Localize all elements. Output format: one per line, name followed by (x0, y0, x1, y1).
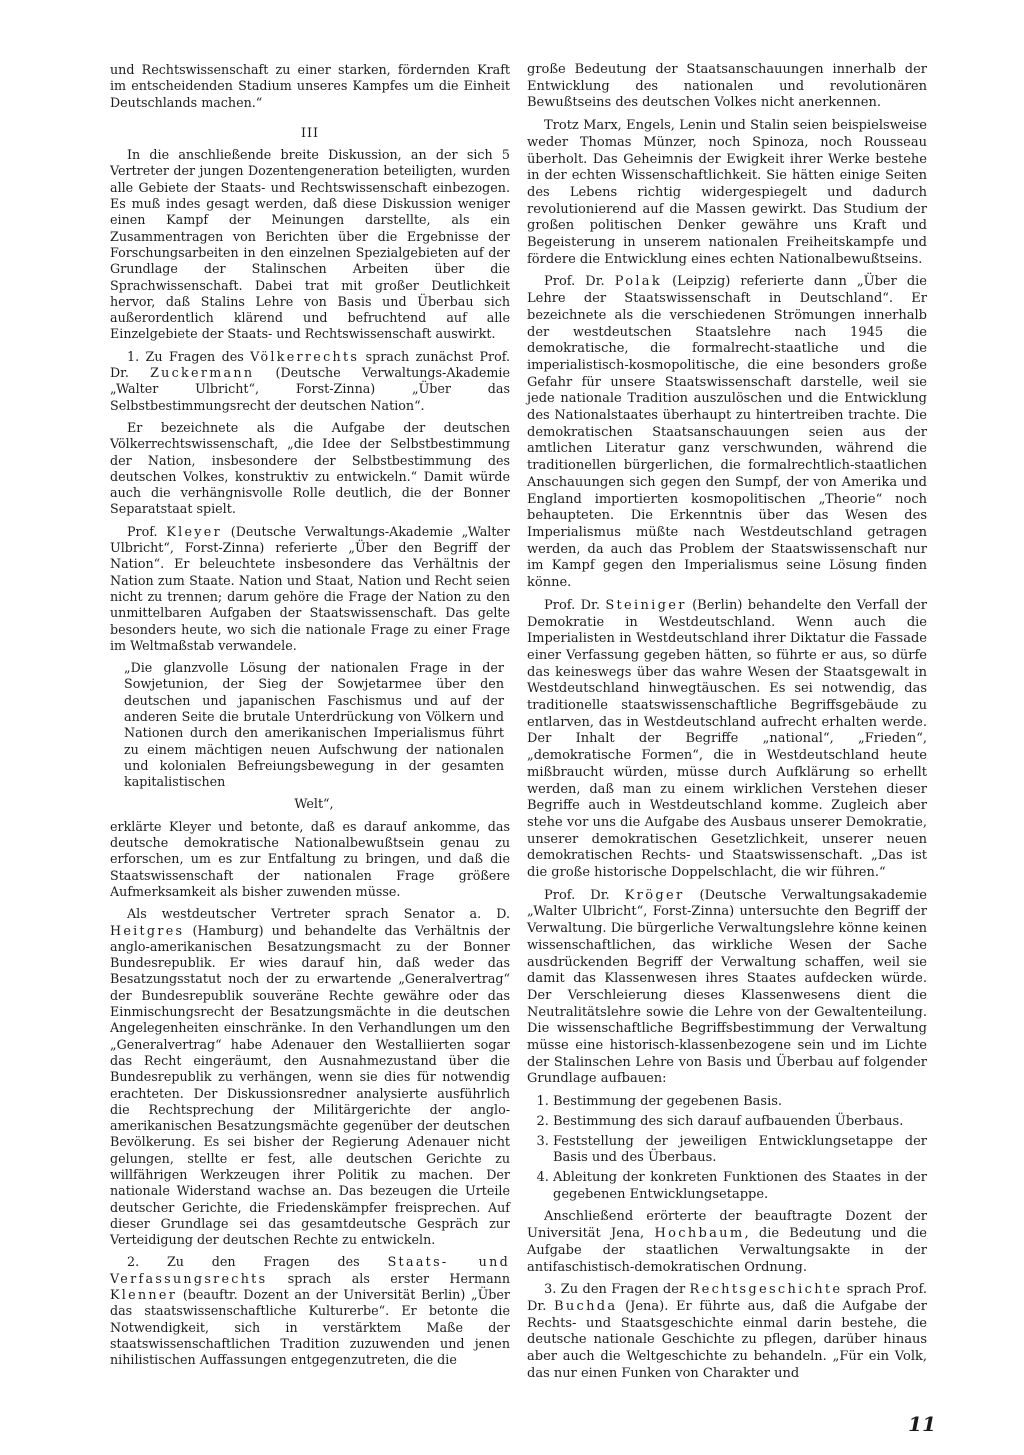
block-quote: „Die glanzvolle Lösung der nationalen Frage in der Sowjetunion, der Sieg der Sowjetarmee über den deutschen und japanischen Faschismus und auf der anderen Seite die brutale Unterdrückung von Völkern und Nationen durch den amerikanischen Imperialismus führt zu einem mächtigen neuen Aufschwung der nationalen und kolonialen Befreiungsbewegung in der gesamten kapitalistischen (124, 660, 504, 790)
paragraph: Trotz Marx, Engels, Lenin und Stalin seien beispielsweise weder Thomas Münzer, noch Spinoza, noch Rousseau überholt. Das Geheimnis der Ewigkeit ihrer Werke bestehe in der echten Wissenschaftlichkeit. Sie hätten einige Seiten des Lebens richtig widergespiegelt und dadurch revolutionierend auf die Massen gewirkt. Das Studium der großen politischen Denker gewähre uns Kraft und Begeisterung in unserem nationalen Freiheitskampfe und fördere die Entwicklung eines echten Nationalbewußtseins. (527, 118, 927, 267)
paragraph: 3. Zu den Fragen der Rechtsgeschichte sprach Prof. Dr. Buchda (Jena). Er führte aus, daß die Aufgabe der Rechts- und Staatsgeschichte einmal darin bestehe, die deutsche nationale Geschichte zu pflegen, darüber hinaus aber auch die Weltgeschichte zu behandeln. „Für ein Volk, das nur einen Funken von Charakter und (527, 1282, 927, 1381)
paragraph: Prof. Kleyer (Deutsche Verwaltungs-Akademie „Walter Ulbricht“, Forst-Zinna) referierte „Über den Begriff der Nation“. Er beleuchtete insbesondere das Verhältnis der Nation zum Staate. Nation und Staat, Nation und Recht seien nicht zu trennen; darum gehöre die Frage der Nation zu den unmittelbaren Aufgaben der Staatswissenschaft. Das gelte besonders heute, wo sich die nationale Frage zu einer Frage im Weltmaßstab verwandele. (110, 523, 510, 653)
list-item: 2. Bestimmung des sich darauf aufbauenden Überbaus. (553, 1114, 927, 1131)
paragraph: 1. Zu Fragen des Völkerrechts sprach zunächst Prof. Dr. Zuckermann (Deutsche Verwaltungs-Akademie „Walter Ulbricht“, Forst-Zinna) „Über das Selbstbestimmungsrecht der deutschen Nation“. (110, 348, 510, 413)
spaced-term: Staats- und Verfassungsrechts (110, 1254, 510, 1286)
speaker-name: Steiniger (605, 597, 687, 613)
paragraph: große Bedeutung der Staatsanschauungen innerhalb der Entwicklung des nationalen und revolutionären Bewußtseins des deutschen Volkes nicht anerkennen. (527, 62, 927, 111)
paragraph: und Rechtswissenschaft zu einer starken, fördernden Kraft im entscheidenden Stadium unseres Kampfes um die Einheit Deutschlands machen.“ (110, 62, 510, 110)
list-item: 4. Ableitung der konkreten Funktionen des Staates in der gegebenen Entwicklungsetappe. (553, 1170, 927, 1203)
page-number: 11 (908, 1412, 936, 1436)
right-column (527, 62, 927, 1388)
speaker-name: Kröger (624, 887, 685, 903)
list-item: 1. Bestimmung der gegebenen Basis. (553, 1094, 927, 1111)
paragraph: Als westdeutscher Vertreter sprach Senator a. D. Heitgres (Hamburg) und behandelte das Verhältnis der anglo-amerikanischen Besatzungsmacht zu der Bonner Bundesrepublik. Er wies darauf hin, daß weder das Besatzungsstatut noch der zu erwartende „Generalvertrag“ der Bundesrepublik souveräne Rechte gewähre oder das Einmischungsrecht der Besatzungsmächte in die deutschen Angelegenheiten einschränke. In den Verhandlungen um den „Generalvertrag“ habe Adenauer den Westalliierten sogar das Recht eingeräumt, den Ausnahmezustand über die Bundesrepublik zu verhängen, wenn sie dies für notwendig erachteten. Der Diskussionsredner analysierte ausführlich die Rechtsprechung der Militärgerichte der anglo-amerikanischen Besatzungsmächte gegenüber der deutschen Bevölkerung. Es sei bisher der Regierung Adenauer nicht gelungen, stellte er fest, alle deutschen Gerichte zu willfährigen Werkzeugen ihrer Politik zu machen. Der nationale Widerstand wachse an. Das bezeugen die Urteile deutscher Gerichte, die Friedenskämpfer freisprechen. Auf dieser Grundlage sei das gesamtdeutsche Gespräch zur Verteidigung der deutschen Rechte zu entwickeln. (110, 906, 510, 1248)
block-quote-end: Welt“, (294, 796, 334, 812)
section-heading: III (300, 124, 320, 140)
paragraph: Anschließend erörterte der beauftragte Dozent der Universität Jena, Hochbaum, die Bedeutung und die Aufgabe der staatlichen Verwaltungsakte in der antifaschistisch-demokratischen Ordnung. (527, 1209, 927, 1275)
numbered-list (527, 1094, 927, 1203)
spaced-term: Völkerrechts (250, 348, 360, 364)
speaker-name: Klenner (110, 1287, 178, 1303)
left-column (110, 62, 510, 1375)
spaced-term: Rechtsgeschichte (689, 1282, 843, 1298)
speaker-name: Kleyer (166, 523, 222, 539)
paragraph: erklärte Kleyer und betonte, daß es darauf ankomme, das deutsche demokratische Nationalbewußtsein genau zu erforschen, um es zur Entfaltung zu bringen, und daß die Staatswissenschaft der nationalen Frage größere Aufmerksamkeit als bisher zuwenden müsse. (110, 818, 510, 899)
speaker-name: Hochbaum (654, 1226, 745, 1242)
speaker-name: Buchda (553, 1298, 618, 1314)
speaker-name: Zuckermann (150, 365, 255, 381)
paragraph: Prof. Dr. Polak (Leipzig) referierte dann „Über die Lehre der Staatswissenschaft in Deutschland“. Er bezeichnete als die verschiedenen Strömungen innerhalb der westdeutschen Staatslehre nach 1945 die demokratische, die formalrecht-staatliche und die imperialistisch-kosmopolitische, die eine besonders große Gefahr für unsere Staatswissenschaft darstelle, weil sie jede nationale Tradition auszulöschen und die Entwicklung des Nationalstaates überhaupt zu hintertreiben trachte. Die demokratischen Staatsanschauungen seien aus der amtlichen Literatur ganz verschwunden, während die traditionellen bürgerlichen, die formalrechtlich-staatlichen Anschauungen sich gegen den Sumpf, der von Amerika und England importierten kosmopolitischen „Theorie“ noch behaupteten. Die Erkenntnis über das Wesen des Imperialismus müßte nach Westdeutschland getragen werden, da auch das Problem der Staatswissenschaft nur im Kampf gegen den Imperialismus seine Lösung finden könne. (527, 274, 928, 591)
paragraph: 2. Zu den Fragen des Staats- und Verfassungsrechts sprach als erster Hermann Klenner (beauftr. Dozent an der Universität Berlin) „Über das staatswissenschaftliche Kulturerbe“. Er betonte die Notwendigkeit, sich in verstärktem Maße der staatswissenschaftlichen Tradition zuzuwenden und jenen nihilistischen Auffassungen entgegenzutreten, die die (110, 1254, 510, 1368)
paragraph: In die anschließende breite Diskussion, an der sich 5 Vertreter der jungen Dozentengeneration beteiligten, wurden alle Gebiete der Staats- und Rechtswissenschaft einbezogen. Es muß indes gesagt werden, daß diese Diskussion weniger einen Kampf der Meinungen darstellte, als ein Zusammentragen von Berichten über die Ergebnisse der Forschungsarbeiten in den einzelnen Spezialgebieten auf der Grundlage der Stalinschen Arbeiten über die Sprachwissenschaft. Dabei trat mit großer Deutlichkeit hervor, daß Stalins Lehre von Basis und Überbau sich außerordentlich klärend und befruchtend auf alle Einzelgebiete der Staats- und Rechtswissenschaft auswirkt. (110, 147, 510, 342)
speaker-name: Polak (614, 274, 663, 290)
speaker-name: Heitgres (110, 922, 185, 938)
list-item: 3. Feststellung der jeweiligen Entwicklungsetappe der Basis und des Überbaus. (553, 1134, 927, 1167)
paragraph: Er bezeichnete als die Aufgabe der deutschen Völkerrechtswissenschaft, „die Idee der Selbstbestimmung der Nation, insbesondere der Selbstbestimmung des deutschen Volkes, konstruktiv zu entwickeln.“ Damit würde auch die verhängnisvolle Rolle deutlich, die der Bonner Separatstaat spielt. (110, 419, 510, 517)
paragraph: Prof. Dr. Kröger (Deutsche Verwaltungsakademie „Walter Ulbricht“, Forst-Zinna) untersuchte den Begriff der Verwaltung. Die bürgerliche Verwaltungslehre könne keinen wissenschaftlichen, das wirkliche Wesen der Sache ausdrückenden Begriff der Verwaltung schaffen, weil sie damit das Klassenwesen ihres Staates aufdecken würde. Der Verschleierung dieses Klassenwesens dient die Neutralitätslehre sowie die Lehre von der Gewaltenteilung. Die wissenschaftliche Begriffsbestimmung der Verwaltung müsse eine historisch-klassenbezogene sein und im Lichte der Stalinschen Lehre von Basis und Überbau auf folgender Grundlage aufbauen: (527, 887, 927, 1087)
paragraph: Prof. Dr. Steiniger (Berlin) behandelte den Verfall der Demokratie in Westdeutschland. Wenn auch die Imperialisten in Westdeutschland ihrer Diktatur die Fassade einer Verfassung gegeben hätten, so führte er aus, so dürfe das keineswegs über das wahre Wesen der Staatsgewalt in Westdeutschland hinwegtäuschen. Es sei notwendig, das traditionelle staatswissenschaftliche Begriffsgebäude zu entlarven, das in Westdeutschland aufrecht erhalten werde. Der Inhalt der Begriffe „national“, „Frieden“, „demokratische Formen“, die in Westdeutschland heute mißbraucht würden, müsse durch Aufklärung so erhellt werden, daß man zu einem wirklichen Verstehen dieser Begriffe auch in Westdeutschland komme. Zugleich aber stehe vor uns die Aufgabe des Ausbaus unserer Demokratie, unserer demokratischen Gesetzlichkeit, unserer neuen demokratischen Rechts- und Staatswissenschaft. „Das ist die große historische Doppelschlacht, die wir führen.“ (527, 597, 928, 881)
